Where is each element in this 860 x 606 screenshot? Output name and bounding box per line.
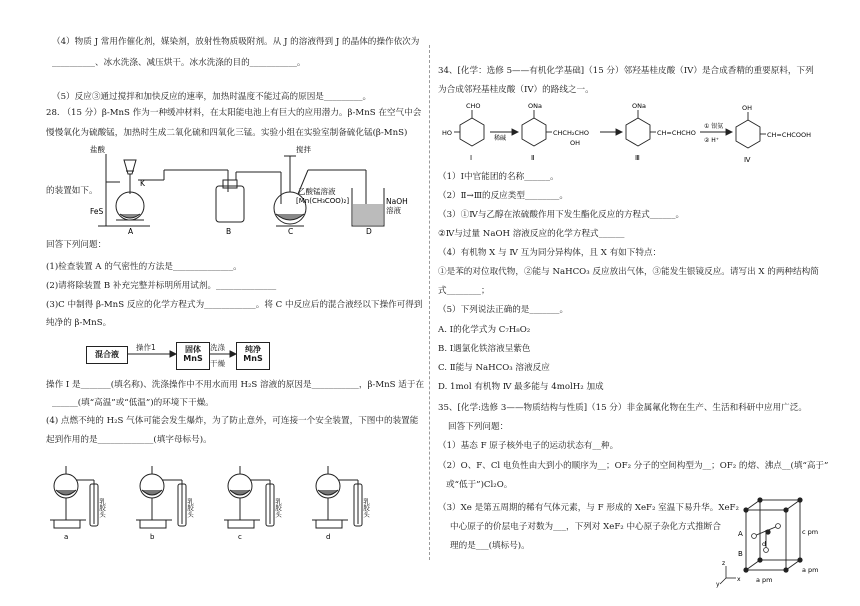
axis-x: x bbox=[737, 576, 741, 583]
q34-part3-1: （3）①Ⅳ与乙醇在浓硫酸作用下发生酯化反应的方程式______。 bbox=[438, 210, 685, 220]
sub-ho: HO bbox=[442, 129, 453, 137]
label-stir: 搅拌 bbox=[296, 145, 311, 154]
flow-box-pure: 纯净 MnS bbox=[236, 342, 270, 370]
option-d: d bbox=[326, 533, 331, 541]
cell-label-a: A bbox=[738, 530, 743, 538]
q28-intro-line2: 慢慢氧化为硫酸锰，加热时生成二氧化硫和四氧化三锰。实验小组在实验室制备硫化锰(β-MnS) bbox=[46, 128, 408, 138]
q27-part4-line1: （4）物质 J 常用作催化剂，媒染剂，放射性物质吸附剂。从 J 的溶液得到 J 的晶体的操作依次为 bbox=[52, 37, 420, 47]
label-tube-b: 乳胶头 bbox=[186, 498, 194, 518]
sub-oh-4: OH bbox=[742, 104, 753, 112]
numeral-1: Ⅰ bbox=[470, 154, 473, 162]
q34-part3-2: ②Ⅳ与过量 NaOH 溶液反应的化学方程式______ bbox=[438, 229, 625, 239]
label-tube-c: 乳胶头 bbox=[274, 498, 282, 518]
process-flowchart bbox=[86, 340, 286, 372]
option-b: b bbox=[150, 533, 155, 541]
q34-part1: （1）Ⅰ中官能团的名称______。 bbox=[438, 172, 559, 182]
q28-part3-line1: (3)C 中制得 β-MnS 反应的化学方程式为____________。将 C 中反应后的混合液经以下操作可得到 bbox=[46, 300, 423, 310]
chain-4: CH=CHCOOH bbox=[767, 131, 811, 139]
flow-box-solid: 固体 MnS bbox=[176, 342, 210, 370]
q27-part4-line2: __________、冰水洗涤、减压烘干。冰水洗涤的目的___________。 bbox=[52, 58, 306, 68]
option-c: c bbox=[238, 533, 242, 541]
numeral-2: Ⅱ bbox=[531, 154, 535, 162]
unit-cell-figure bbox=[716, 490, 819, 588]
label-naoh: NaOH bbox=[386, 197, 408, 206]
option-a: a bbox=[64, 533, 69, 541]
arrow1-condition: 稀碱 bbox=[494, 135, 507, 142]
q35-part2-1: （2）O、F、Cl 电负性由大到小的顺序为__；OF₂ 分子的空间构型为__；OF₂ 的熔、沸点__(填“高于” bbox=[438, 461, 829, 471]
cell-label-b: B bbox=[738, 550, 743, 558]
cell-label-a-pm-2: a pm bbox=[756, 576, 773, 584]
cell-label-a-pm-1: a pm bbox=[802, 566, 819, 574]
label-d: D bbox=[366, 227, 372, 236]
label-k: K bbox=[140, 179, 145, 188]
q28-intro-line3: 的装置如下。 bbox=[46, 186, 98, 196]
q28-part3-line3: 操作 I 是_______(填名称)、洗涤操作中不用水而用 H₂S 溶液的原因是___________，β-MnS 适于在 bbox=[46, 380, 425, 390]
chain-2: CHCH₂CHO bbox=[553, 129, 590, 137]
label-c: C bbox=[288, 227, 294, 236]
q34-part4-1: （4）有机物 X 与 Ⅳ 互为同分异构体，且 X 有如下特点： bbox=[438, 248, 662, 258]
cell-label-c: c pm bbox=[802, 528, 819, 536]
label-b: B bbox=[226, 227, 232, 236]
numeral-4: Ⅳ bbox=[744, 156, 751, 164]
q28-part4-line2: 起到作用的是_____________(填字母标号)。 bbox=[46, 435, 212, 445]
q34-part4-2: ①是苯的对位取代物，②能与 NaHCO₃ 反应放出气体，③能发生银镜反应。请写出 X 的两种结构简 bbox=[438, 267, 819, 277]
q35-part1: （1）基态 F 原子核外电子的运动状态有__种。 bbox=[438, 441, 619, 451]
q34-intro-line1: 34、[化学：选修 5——有机化学基础]（15 分）邻羟基桂皮酸（IV）是合成香精的重要原料，下列 bbox=[438, 66, 814, 76]
q35-intro: 35、[化学:选修 3——物质结构与性质]（15 分）非金属氟化物在生产、生活和科研中应用广泛。 bbox=[438, 403, 807, 413]
flow-arrow-dry: 干燥 bbox=[210, 359, 225, 368]
q34-part2: （2）Ⅱ→Ⅲ的反应类型________。 bbox=[438, 191, 568, 201]
label-hcl: 盐酸 bbox=[90, 145, 105, 154]
q35-part2-2: 或“低于”)Cl₂O。 bbox=[446, 480, 513, 490]
apparatus-figure bbox=[76, 142, 406, 234]
q28-part3-line4: ______(填“高温”或“低温”)的环境下干燥。 bbox=[52, 398, 214, 408]
q34-intro-line2: 为合成邻羟基桂皮酸（IV）的路线之一。 bbox=[438, 85, 594, 95]
flow-box-mixture: 混合液 bbox=[86, 346, 128, 364]
label-solution: 溶液 bbox=[386, 206, 401, 215]
q34-option-c: C. Ⅱ能与 NaHCO₃ 溶液反应 bbox=[438, 363, 550, 373]
q34-part4-3: 式________； bbox=[438, 286, 490, 296]
chain-2-oh: OH bbox=[570, 139, 581, 147]
q28-part1: (1)检查装置 A 的气密性的方法是______________。 bbox=[46, 262, 242, 272]
q28-intro-line1: 28. （15 分）β-MnS 作为一种缓冲材料，在太阳能电池上有巨大的应用潜力。β-MnS 在空气中会 bbox=[46, 108, 422, 118]
q28-part3-line2: 纯净的 β-MnS。 bbox=[46, 318, 112, 328]
q28-part4-line1: (4) 点燃不纯的 H₂S 气体可能会发生爆炸，为了防止意外，可连接一个安全装置，下图中的装置能 bbox=[46, 416, 419, 426]
sub-ona-3: ONa bbox=[632, 102, 646, 110]
synthesis-scheme bbox=[442, 100, 822, 164]
q27-part5: （5）反应③通过搅拌和加快反应的速率，加热时温度不能过高的原因是_________。 bbox=[52, 92, 372, 102]
axis-y: y bbox=[716, 581, 720, 588]
label-mn-formula: [Mn(CH₃COO)₂] bbox=[296, 197, 350, 205]
arrow3-step2: ② H⁺ bbox=[704, 137, 719, 144]
arrow3-step1: ① 银氨 bbox=[704, 123, 724, 130]
sub-cho: CHO bbox=[466, 102, 481, 110]
q28-part2: (2)请将除装置 B 补充完整并标明所用试剂。______________ bbox=[46, 281, 277, 291]
flow-arrow-op1: 操作1 bbox=[136, 343, 156, 352]
q34-option-d: D. 1mol 有机物 Ⅳ 最多能与 4molH₂ 加成 bbox=[438, 382, 604, 392]
q35-answer-prompt: 回答下列问题： bbox=[448, 422, 509, 432]
q28-answer-prompt: 回答下列问题： bbox=[46, 240, 107, 250]
label-tube-d: 乳胶头 bbox=[362, 498, 370, 518]
label-fes: FeS bbox=[90, 207, 104, 216]
q35-part3-1: （3）Xe 是第五周期的稀有气体元素，与 F 形成的 XeF₂ 室温下易升华。XeF₂ bbox=[438, 503, 739, 513]
sub-ona-2: ONa bbox=[528, 102, 542, 110]
axis-z: z bbox=[722, 560, 726, 567]
numeral-3: Ⅲ bbox=[635, 154, 640, 162]
column-divider bbox=[429, 45, 430, 560]
cell-label-d: d bbox=[762, 540, 767, 548]
label-tube-a: 乳胶头 bbox=[98, 498, 106, 518]
q34-part5: （5）下列说法正确的是_______。 bbox=[438, 305, 569, 315]
q34-option-a: A. Ⅰ的化学式为 C₇H₈O₂ bbox=[438, 325, 531, 335]
q35-part3-2: 中心原子的价层电子对数为___，下列对 XeF₂ 中心原子杂化方式推断合 bbox=[450, 522, 721, 532]
label-mn-acetate: 乙酸锰溶液 bbox=[298, 187, 336, 196]
chain-3: CH=CHCHO bbox=[657, 129, 696, 137]
flow-arrow-wash: 洗涤 bbox=[210, 343, 225, 352]
safety-devices-figure bbox=[44, 462, 384, 542]
q35-part3-3: 理的是___(填标号)。 bbox=[450, 541, 530, 551]
label-a: A bbox=[128, 227, 134, 236]
q34-option-b: B. Ⅰ遇氯化铁溶液呈紫色 bbox=[438, 344, 531, 354]
